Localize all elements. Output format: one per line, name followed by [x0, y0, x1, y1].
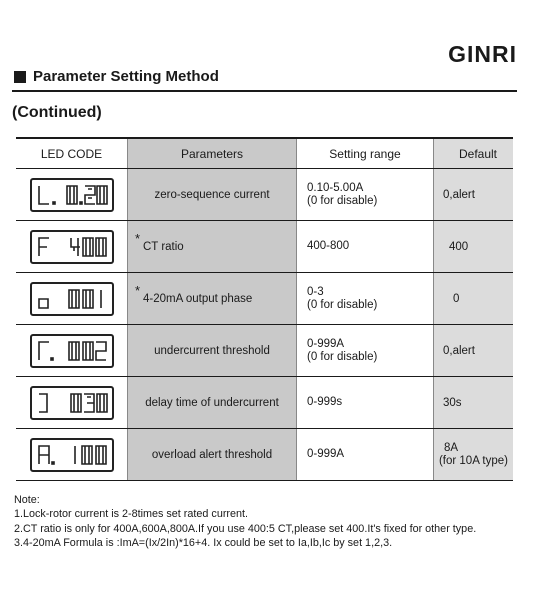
default-cell — [434, 221, 514, 273]
param-cell: delay time of undercurrent — [128, 377, 297, 429]
range-cell — [297, 221, 434, 273]
note-item: 1.Lock-rotor current is 2-8times set rated current. — [14, 508, 249, 521]
notes-title: Note: — [14, 494, 40, 506]
led-display — [30, 282, 114, 316]
led-cell — [16, 377, 128, 429]
square-bullet-icon — [14, 71, 26, 83]
range-value: 0-999s — [307, 396, 343, 408]
note-item: 2.CT ratio is only for 400A,600A,800A.If you use 400:5 CT,please set 400.It's fixed for other type. — [14, 522, 477, 535]
table-row — [16, 429, 513, 481]
parameter-table — [16, 137, 513, 481]
asterisk-marker: * — [135, 231, 141, 246]
param-cell — [128, 221, 297, 273]
table-row — [16, 221, 513, 273]
default-value: 0 — [453, 292, 460, 305]
heading-divider — [12, 90, 517, 92]
range-cell — [297, 377, 434, 429]
range-note: (0 for disable) — [307, 298, 378, 311]
param-cell — [128, 273, 297, 325]
led-glyphs — [33, 286, 111, 312]
section-title: Parameter Setting Method — [33, 68, 219, 85]
default-cell — [434, 429, 514, 481]
led-glyphs — [33, 182, 111, 208]
default-value: 8A — [444, 441, 459, 454]
range-value: 0-999A — [307, 448, 345, 460]
led-display — [30, 334, 114, 368]
led-glyphs — [33, 390, 111, 416]
param-label: 4-20mA output phase — [143, 292, 253, 305]
table-header-row — [16, 138, 513, 169]
brand-logo: GINRI — [448, 41, 517, 67]
header-parameters: Parameters — [128, 138, 297, 169]
default-value: 0,alert — [443, 344, 475, 357]
led-glyphs — [33, 234, 111, 260]
led-cell — [16, 325, 128, 377]
led-display — [30, 386, 114, 420]
default-value: 0,alert — [443, 188, 475, 201]
range-cell — [297, 325, 434, 377]
table-row — [16, 273, 513, 325]
table-row — [16, 377, 513, 429]
range-cell — [297, 169, 434, 221]
range-value: 0-3 — [307, 285, 324, 298]
range-value: 0-999A — [307, 337, 345, 350]
param-cell: overload alert threshold — [128, 429, 297, 481]
param-cell: zero-sequence current — [128, 169, 297, 221]
led-cell — [16, 273, 128, 325]
note-item: 3.4-20mA Formula is :ImA=(Ix/2In)*16+4. Ix could be set to Ia,Ib,Ic by set 1,2,3. — [14, 537, 393, 550]
default-note: (for 10A type) — [438, 454, 509, 467]
led-glyphs — [33, 442, 111, 468]
range-cell — [297, 273, 434, 325]
table-row — [16, 169, 513, 221]
default-cell — [434, 377, 514, 429]
table-row — [16, 325, 513, 377]
range-note: (0 for disable) — [307, 350, 378, 363]
default-value: 400 — [449, 240, 469, 253]
led-display — [30, 230, 114, 264]
led-cell — [16, 169, 128, 221]
param-cell: undercurrent threshold — [128, 325, 297, 377]
led-cell — [16, 429, 128, 481]
led-display — [30, 178, 114, 212]
continued-label: (Continued) — [12, 104, 102, 121]
notes-block — [14, 493, 519, 551]
range-cell — [297, 429, 434, 481]
section-heading — [14, 68, 219, 85]
header-setting-range: Setting range — [297, 138, 434, 169]
default-cell — [434, 325, 514, 377]
header-default: Default — [434, 138, 514, 169]
range-value: 400-800 — [307, 240, 350, 252]
led-display — [30, 438, 114, 472]
led-cell — [16, 221, 128, 273]
header-led-code: LED CODE — [16, 138, 128, 169]
range-value: 0.10-5.00A — [307, 181, 364, 194]
led-glyphs — [33, 338, 111, 364]
default-value: 30s — [443, 396, 462, 409]
default-cell — [434, 273, 514, 325]
range-note: (0 for disable) — [307, 194, 378, 207]
param-label: CT ratio — [143, 240, 184, 253]
asterisk-marker: * — [135, 283, 141, 298]
default-cell — [434, 169, 514, 221]
